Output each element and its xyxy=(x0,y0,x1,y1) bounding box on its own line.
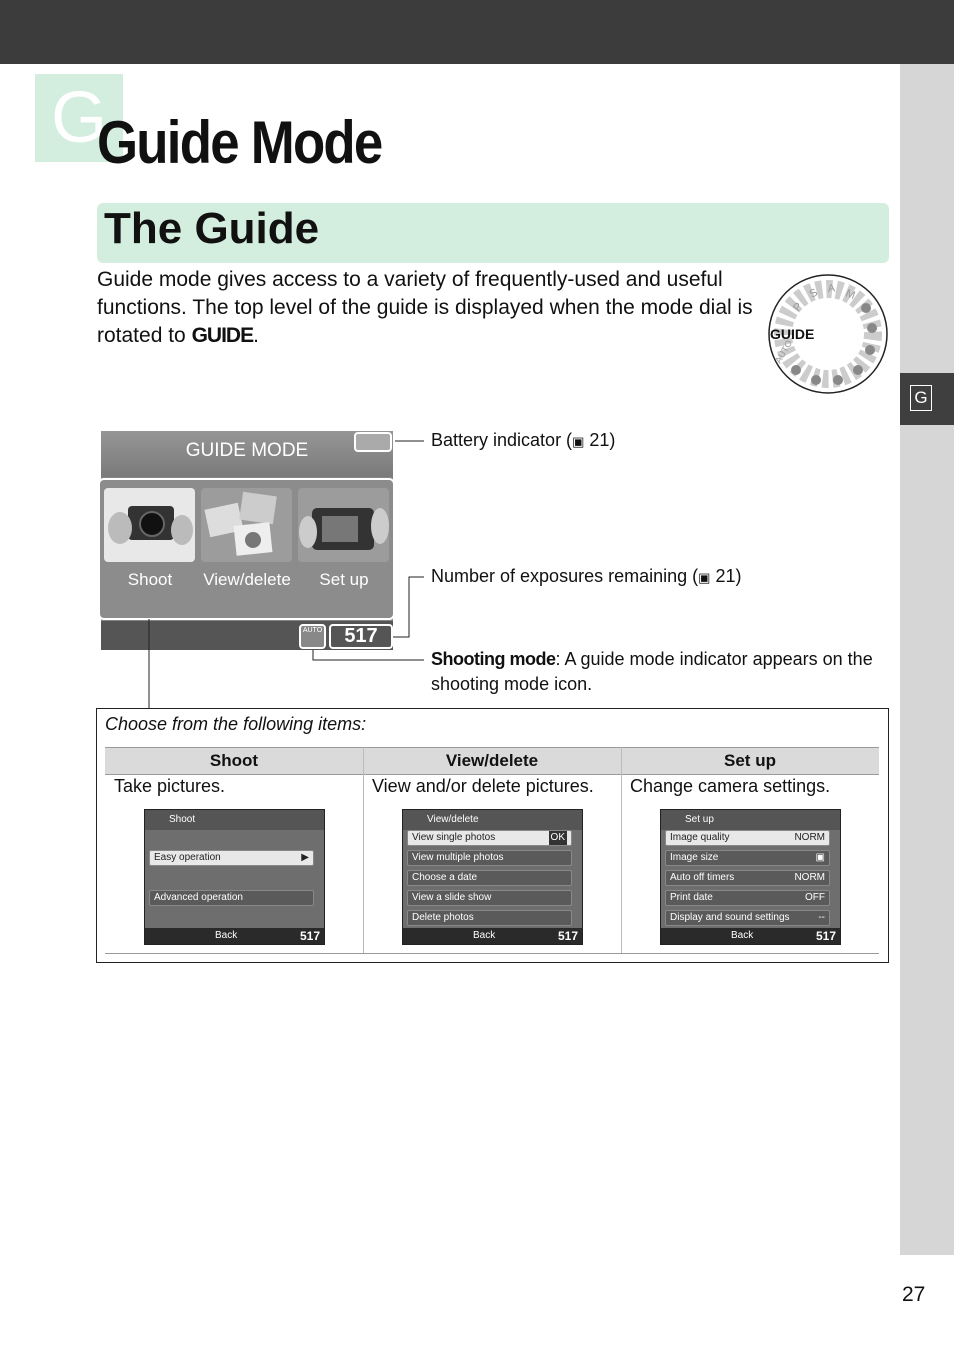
menu-item-size[interactable] xyxy=(665,850,830,866)
ok-badge: OK xyxy=(550,832,565,843)
menu-item-date[interactable] xyxy=(407,870,572,886)
menu-item-value: OFF xyxy=(805,892,825,903)
image-size-icon: ▣ xyxy=(815,852,825,863)
menu-footer xyxy=(403,928,582,944)
shoot-menu-title: Shoot xyxy=(145,810,324,830)
book-icon: ▣ xyxy=(698,570,711,585)
menu-count: 517 xyxy=(815,929,836,943)
menu-item-single[interactable] xyxy=(407,830,572,846)
view-menu-screen xyxy=(402,809,583,945)
menu-item-label: View a slide show xyxy=(412,892,492,903)
menu-item-advanced[interactable] xyxy=(149,890,314,906)
menu-count: 517 xyxy=(299,929,320,943)
menu-item-delete[interactable] xyxy=(407,910,572,926)
shooting-mode-text: : A guide mode indicator appears on the shooting mode icon. xyxy=(431,649,873,694)
dial-guide-label: GUIDE xyxy=(770,326,815,342)
shooting-mode-callout xyxy=(431,647,886,697)
back-label: Back xyxy=(731,930,754,941)
page-title: Guide Mode xyxy=(97,109,382,176)
menu-item-label: Delete photos xyxy=(412,912,474,923)
arrow-right-icon: ▶ xyxy=(301,852,309,863)
shooting-mode-bold: Shooting mode xyxy=(431,649,556,669)
dial-auto-label: AUTO xyxy=(773,338,795,365)
menu-item-label: Image size xyxy=(670,852,719,863)
screen-header: GUIDE MODE xyxy=(101,431,393,477)
battery-callout xyxy=(431,428,615,454)
menu-item-slideshow[interactable] xyxy=(407,890,572,906)
exposures-callout xyxy=(431,564,741,590)
menu-item-label: Advanced operation xyxy=(154,892,243,903)
dial-letter-a: A xyxy=(827,282,836,295)
exposures-callout-ref: 21) xyxy=(715,566,742,586)
menu-item-multiple[interactable] xyxy=(407,850,572,866)
menu-item-label: Choose a date xyxy=(412,872,478,883)
desc-view: View and/or delete pictures. xyxy=(372,776,594,796)
shoot-menu-screen xyxy=(144,809,325,945)
tile-label-view: View/delete xyxy=(203,570,291,589)
back-label: Back xyxy=(215,930,238,941)
menu-footer xyxy=(145,928,324,944)
exposures-count-value: 517 xyxy=(344,625,378,647)
desc-setup: Change camera settings. xyxy=(630,776,831,796)
setup-menu-screen xyxy=(660,809,841,945)
page-number: 27 xyxy=(902,1283,926,1306)
chapter-tab-letter: G xyxy=(910,385,932,411)
col-header-setup: Set up xyxy=(621,747,879,775)
menu-item-label: Auto off timers xyxy=(670,872,735,883)
intro-text: Guide mode gives access to a variety of frequently-used and useful functions. The top level of the guide is displayed when the mode dial is rotated to xyxy=(97,268,753,347)
battery-callout-ref: 21) xyxy=(589,430,616,450)
col-header-shoot: Shoot xyxy=(105,747,363,775)
desc-shoot: Take pictures. xyxy=(114,776,226,796)
menu-footer xyxy=(661,928,840,944)
battery-callout-text: Battery indicator ( xyxy=(431,430,573,450)
menu-item-quality[interactable] xyxy=(665,830,830,846)
menu-count: 517 xyxy=(557,929,578,943)
intro-end: . xyxy=(253,324,259,347)
choose-label: Choose from the following items: xyxy=(105,714,367,734)
dial-letter-p: P xyxy=(791,300,806,314)
menu-item-value: -- xyxy=(818,912,825,923)
back-label: Back xyxy=(473,930,496,941)
dial-letter-m: M xyxy=(843,287,857,302)
tile-label-shoot: Shoot xyxy=(127,570,173,589)
table-bottom-rule xyxy=(105,953,879,954)
col-header-view: View/delete xyxy=(363,747,621,775)
mode-icon-label: AUTO xyxy=(302,627,323,634)
menu-item-value: NORM xyxy=(794,872,825,883)
tile-label-setup: Set up xyxy=(319,570,369,589)
menu-item-display[interactable] xyxy=(665,910,830,926)
menu-item-label: View multiple photos xyxy=(412,852,504,863)
menu-item-label: Print date xyxy=(670,892,713,903)
menu-item-value: NORM xyxy=(794,832,825,843)
dial-letter-s: S xyxy=(807,286,820,301)
chapter-letter-box: G xyxy=(35,74,123,162)
section-title: The Guide xyxy=(104,204,320,253)
menu-item-label: View single photos xyxy=(412,832,496,843)
setup-menu-title: Set up xyxy=(661,810,840,830)
menu-item-easy[interactable] xyxy=(149,850,314,866)
menu-item-label: Image quality xyxy=(670,832,730,843)
col-divider xyxy=(363,747,364,953)
menu-item-print-date[interactable] xyxy=(665,890,830,906)
exposures-callout-text: Number of exposures remaining ( xyxy=(431,566,699,586)
guide-word: GUIDE xyxy=(191,324,254,347)
book-icon: ▣ xyxy=(572,434,585,449)
menu-item-label: Easy operation xyxy=(154,852,221,863)
menu-item-timers[interactable] xyxy=(665,870,830,886)
col-divider xyxy=(621,747,622,953)
view-menu-title: View/delete xyxy=(403,810,582,830)
menu-item-label: Display and sound settings xyxy=(670,912,790,923)
